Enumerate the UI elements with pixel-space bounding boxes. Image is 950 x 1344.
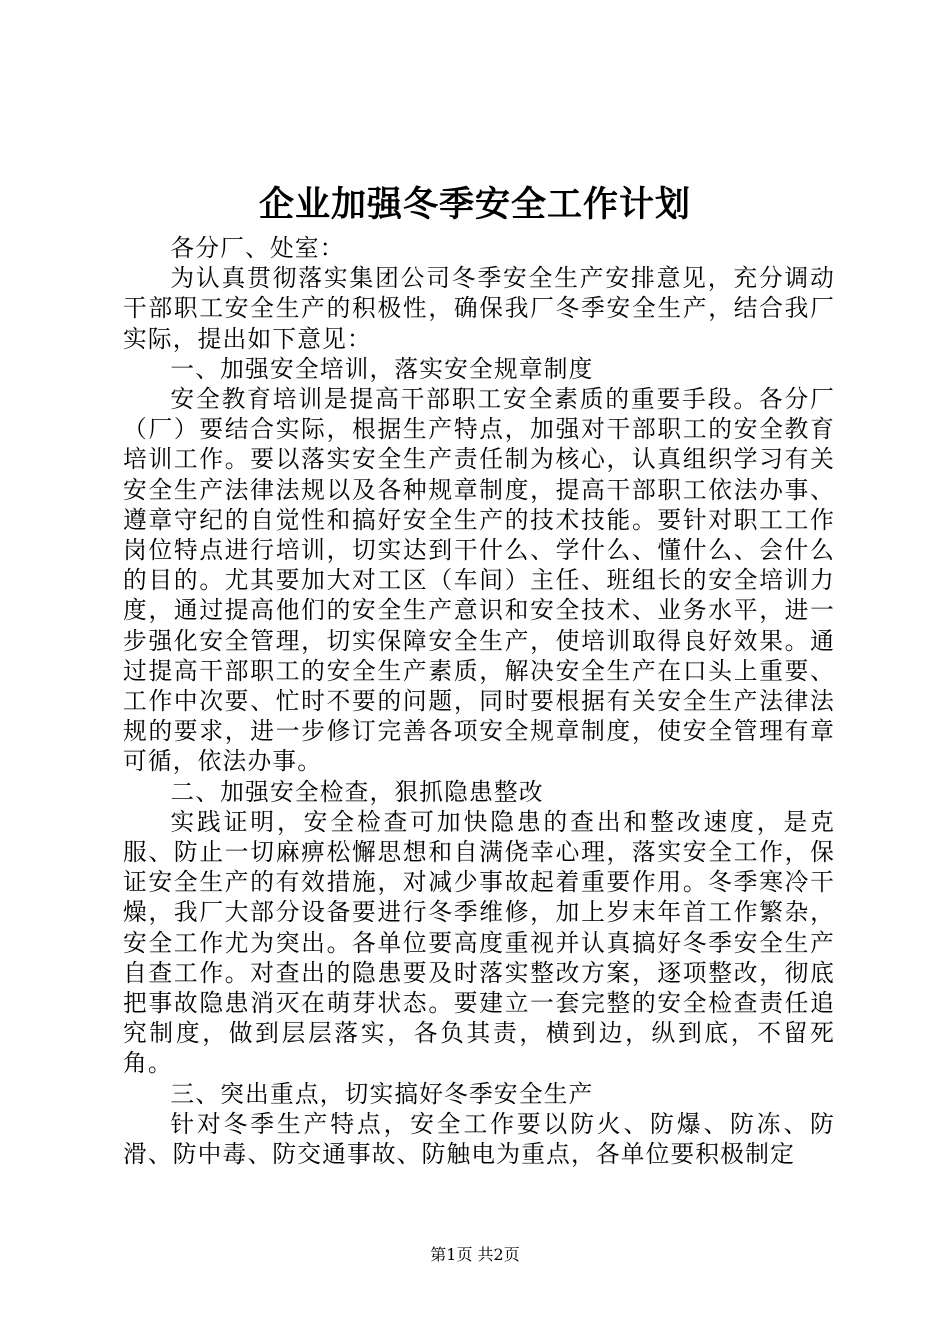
page-footer: 第1页 共2页: [430, 1245, 520, 1264]
intro-paragraph: 为认真贯彻落实集团公司冬季安全生产安排意见，充分调动干部职工安全生产的积极性，确保我厂冬季安全生产，结合我厂实际，提出如下意见：: [123, 264, 835, 353]
section-heading-1: 一、加强安全培训，落实安全规章制度: [170, 354, 594, 383]
salutation: 各分厂、处室：: [170, 234, 345, 262]
section-paragraph-2: 实践证明，安全检查可加快隐患的查出和整改速度，是克服、防止一切麻痹松懈思想和自满侥幸心理，落实安全工作，保证安全生产的有效措施，对减少事故起着重要作用。冬季寒冷干燥，我厂大部分设备要进行冬季维修，加上岁末年首工作繁杂，安全工作尤为突出。各单位要高度重视并认真搞好冬季安全生产自查工作。对查出的隐患要及时落实整改方案，逐项整改，彻底把事故隐患消灭在萌芽状态。要建立一套完整的安全检查责任追究制度，做到层层落实，各负其责，横到边，纵到底，不留死角。: [123, 807, 835, 1078]
section-heading-2: 二、加强安全检查，狠抓隐患整改: [170, 777, 544, 806]
section-paragraph-1: 安全教育培训是提高干部职工安全素质的重要手段。各分厂（厂）要结合实际，根据生产特点，加强对干部职工的安全教育培训工作。要以落实安全生产责任制为核心，认真组织学习有关安全生产法律法规以及各种规章制度，提高干部职工依法办事、遵章守纪的自觉性和搞好安全生产的技术技能。要针对职工工作岗位特点进行培训，切实达到干什么、学什么、懂什么、会什么的目的。尤其要加大对工区（车间）主任、班组长的安全培训力度，通过提高他们的安全生产意识和安全技术、业务水平，进一步强化安全管理，切实保障安全生产，使培训取得良好效果。通过提高干部职工的安全生产素质，解决安全生产在口头上重要、工作中次要、忙时不要的问题，同时要根据有关安全生产法律法规的要求，进一步修订完善各项安全规章制度，使安全管理有章可循，依法办事。: [123, 385, 835, 776]
document-body: [123, 233, 835, 1169]
section-paragraph-3: 针对冬季生产特点，安全工作要以防火、防爆、防冻、防滑、防中毒、防交通事故、防触电为重点，各单位要积极制定: [123, 1109, 835, 1169]
section-heading-3: 三、突出重点，切实搞好冬季安全生产: [170, 1079, 594, 1108]
document-title: 企业加强冬季安全工作计划: [258, 184, 691, 225]
